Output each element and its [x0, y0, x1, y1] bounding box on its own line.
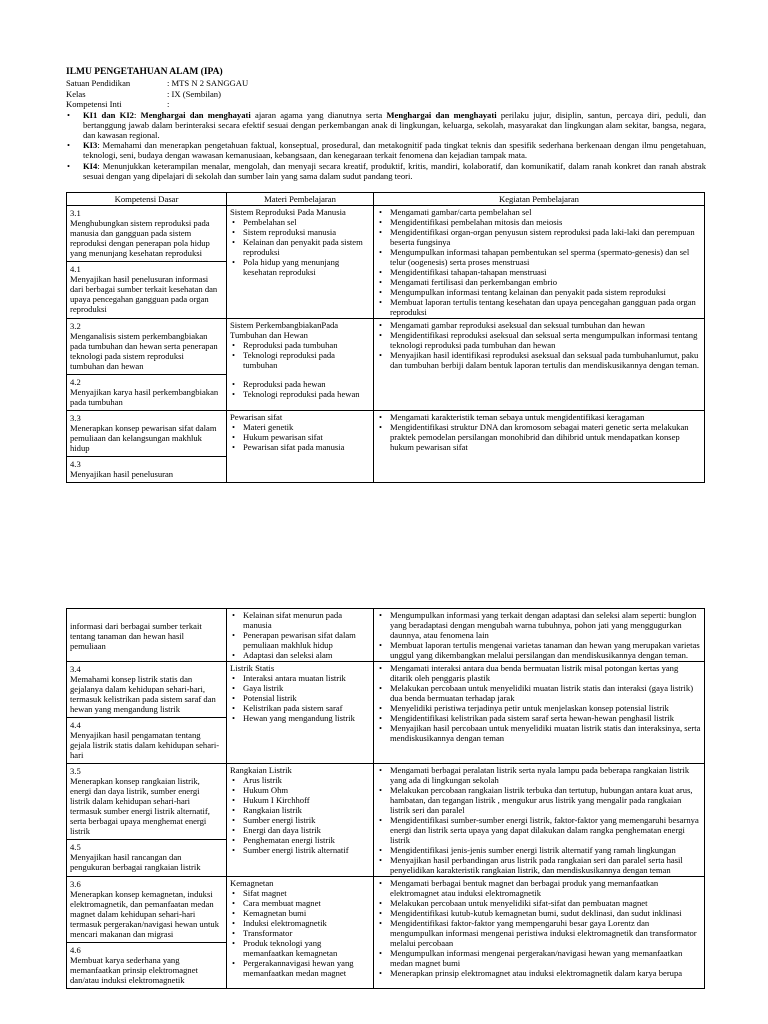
list-item: • Pola hidup yang menunjang kesehatan reproduksi [230, 257, 370, 277]
list-item: • Melakukan percobaan untuk menyelidiki muatan listrik statis dan interaksi (gaya listrik) dua benda bermuatan terhadap jarak [377, 683, 701, 703]
list-item: • Kelainan sifat menurun pada manusia [230, 610, 370, 630]
materi-cell [227, 877, 374, 989]
materi-title: Rangkaian Listrik [230, 765, 292, 775]
bullet-list [230, 775, 370, 855]
list-item: • Mengidentifikasi reproduksi aseksual dan seksual serta mengumpulkan informasi tentang teknologi reproduksi pada tumbuhan dan hewan [377, 330, 701, 350]
list-item: • Mengidentifikasi jenis-jenis sumber energi listrik alternatif yang ramah lingkungan [377, 845, 701, 855]
kd-cell [67, 319, 227, 411]
kegiatan-cell [374, 764, 705, 877]
list-item: • Pembelahan sel [230, 217, 370, 227]
header-materi: Materi Pembelajaran [227, 193, 374, 206]
kd-number: 4.3 [70, 459, 81, 469]
list-item: • Mengamati fertilisasi dan perkembangan embrio [377, 277, 701, 287]
bullet-list [377, 765, 701, 875]
bullet-list [377, 610, 701, 660]
kd-number: 3.1 [70, 208, 81, 218]
list-item: • Sumber energi listrik [230, 815, 370, 825]
list-item: • Mengamati berbagai bentuk magnet dan berbagai produk yang memanfaatkan elektromagnet atau induksi elektromagnetik [377, 878, 701, 898]
kd-number: 3.5 [70, 766, 81, 776]
bullet-list [230, 379, 370, 399]
list-item: • Menyajikan hasil identifikasi reproduksi aseksual dan seksual pada tumbuhanlumut, paku dan tumbuhan berbiji dalam bentuk laporan tertulis dan mendiskusikannya dengan teman. [377, 350, 701, 370]
materi-cell [227, 411, 374, 483]
kd-item [67, 411, 226, 456]
list-item: • Menyajikan hasil perbandingan arus listrik pada rangkaian seri dan paralel serta hasil penyelidikan karakteristik rangkaian listrik, dan mendiskusikannya dengan teman [377, 855, 701, 875]
bullet-list [230, 422, 370, 452]
kd-text: Menerapkan konsep rangkaian listrik, energi dan daya listrik, sumber energi listrik dalam kehidupan sehari-hari termasuk sumber energi listrik alternatif, serta berbagai upaya menghemat energi listrik [70, 776, 210, 836]
header-kegiatan: Kegiatan Pembelajaran [374, 193, 705, 206]
ki-item-1-2: • KI1 dan KI2: Menghargai dan menghayati ajaran agama yang dianutnya serta Menghargai dan menghayati perilaku jujur, disiplin, santun, percaya diri, peduli, dan bertanggung jawab dalam berinteraksi secara efektif sesuai dengan perkembangan anak di lingkungan, keluarga, sekolah, masyarakat dan lingkungan alam sekitar, bangsa, negara, dan kawasan regional. [66, 110, 706, 140]
curriculum-table-2 [66, 608, 705, 989]
kd-item [67, 456, 226, 482]
kd-number: 3.4 [70, 664, 81, 674]
list-item: • Melakukan percobaan rangkaian listrik terbuka dan tertutup, hubungan antara kuat arus, hambatan, dan tegangan listrik , mengukur arus listrik yang mengalir pada rangkaian listrik seri dan paralel [377, 785, 701, 815]
list-item: • Mengidentifikasi sumber-sumber energi listrik, faktor-faktor yang memengaruhi besarnya energi dan listrik serta upaya yang dapat dilakukan dalam rangka penghematan energi listrik [377, 815, 701, 845]
table-header-row [67, 193, 705, 206]
list-item: • Produk teknologi yang memanfaatkan kemagnetan [230, 938, 370, 958]
list-item: • Materi genetik [230, 422, 370, 432]
kd-text: Menghubungkan sistem reproduksi pada manusia dan gangguan pada sistem reproduksi dengan penerapan pola hidup yang menunjang kesehatan reproduksi [70, 218, 210, 258]
info-value: : [167, 99, 170, 109]
list-item: • Reproduksi pada hewan [230, 379, 370, 389]
kd-item [67, 839, 226, 875]
list-item: • Interaksi antara muatan listrik [230, 673, 370, 683]
kd-number: 3.2 [70, 321, 81, 331]
ki-list [66, 110, 706, 181]
kd-item [67, 877, 226, 942]
kegiatan-cell [374, 319, 705, 411]
kd-item [67, 374, 226, 410]
list-item: • Hewan yang mengandung listrik [230, 713, 370, 723]
materi-cell [227, 662, 374, 764]
bullet-list [377, 320, 701, 370]
bullet-list [230, 217, 370, 277]
info-value: : MTS N 2 SANGGAU [167, 78, 249, 88]
info-label: Kelas [66, 88, 86, 99]
kegiatan-cell [374, 609, 705, 662]
materi-title: Pewarisan sifat [230, 412, 283, 422]
list-item: • Mengidentifikasi kelistrikan pada sistem saraf serta hewan-hewan penghasil listrik [377, 713, 701, 723]
list-item: • Sumber energi listrik alternatif [230, 845, 370, 855]
kd-item [67, 206, 226, 261]
table-row [67, 206, 705, 319]
kd-text: Menyajikan hasil rancangan dan pengukuran berbagai rangkaian listrik [70, 852, 201, 872]
list-item: • Transformator [230, 928, 370, 938]
list-item: • Teknologi reproduksi pada hewan [230, 389, 370, 399]
list-item: • Arus listrik [230, 775, 370, 785]
bullet-list [230, 888, 370, 978]
kd-text: Menyajikan hasil pengamatan tentang gejala listrik statis dalam kehidupan sehari-hari [70, 730, 220, 760]
kd-text: Menganalisis sistem perkembangbiakan pada tumbuhan dan hewan serta penerapan teknologi pada sistem reproduksi tumbuhan dan hewan [70, 331, 218, 371]
list-item: • Melakukan percobaan untuk menyelidiki sifat-sifat dan pembuatan magnet [377, 898, 701, 908]
kd-text: informasi dari berbagai sumber terkait tentang tanaman dan hewan hasil pemuliaan [70, 621, 202, 651]
list-item: • Hukum Ohm [230, 785, 370, 795]
list-item: • Adaptasi dan seleksi alam [230, 650, 370, 660]
list-item: • Mengidentifikasi organ-organ penyusun sistem reproduksi pada laki-laki dan perempuan beserta fungsinya [377, 227, 701, 247]
kd-text: Memahami konsep listrik statis dan gejalanya dalam kehidupan sehari-hari, termasuk kelistrikan pada sistem saraf dan hewan yang mengandung listrik [70, 674, 216, 714]
materi-title: Sistem PerkembangbiakanPada Tumbuhan dan Hewan [230, 320, 339, 340]
document-title: ILMU PENGETAHUAN ALAM (IPA) [66, 67, 223, 77]
list-item: • Penerapan pewarisan sifat dalam pemuliaan makhluk hidup [230, 630, 370, 650]
kd-cell [67, 609, 227, 662]
kd-number: 4.2 [70, 377, 81, 387]
kd-item [67, 662, 226, 717]
list-item: • Mengidentifikasi pembelahan mitosis dan meiosis [377, 217, 701, 227]
kd-item [67, 942, 226, 988]
kd-number: 3.6 [70, 879, 81, 889]
kd-number: 4.5 [70, 842, 81, 852]
materi-title: Listrik Statis [230, 663, 275, 673]
materi-title: Sistem Reproduksi Pada Manusia [230, 207, 346, 217]
header-kompetensi-dasar: Kompetensi Dasar [67, 193, 227, 206]
table-row [67, 319, 705, 411]
table-row [67, 662, 705, 764]
list-item: • Energi dan daya listrik [230, 825, 370, 835]
kegiatan-cell [374, 662, 705, 764]
bullet-list [230, 673, 370, 723]
bullet-list [377, 412, 701, 452]
kd-text: Menyajikan hasil penelusuran informasi dari berbagai sumber terkait kesehatan dan upaya pencegahan gangguan pada organ reproduksi [70, 274, 218, 314]
list-item: • Mengamati gambar/carta pembelahan sel [377, 207, 701, 217]
kd-text: Menyajikan hasil penelusuran [70, 469, 174, 479]
list-item: • Mengumpulkan informasi yang terkait dengan adaptasi dan seleksi alam seperti: bunglon yang beradaptasi dengan mengubah warna tubuhnya, pohon jati yang menggugurkan daunnya, atau fenomena lain [377, 610, 701, 640]
table-row [67, 411, 705, 483]
list-item: • Pewarisan sifat pada manusia [230, 442, 370, 452]
kd-text: Menyajikan karya hasil perkembangbiakan pada tumbuhan [70, 387, 219, 407]
info-row-ki [66, 99, 706, 110]
kegiatan-cell [374, 206, 705, 319]
materi-cell [227, 609, 374, 662]
spacer [230, 370, 370, 379]
list-item: • Mengidentifikasi faktor-faktor yang mempengaruhi besar gaya Lorentz dan mengumpulkan informasi mengenai peristiwa induksi elektromagnetik dan transformator melalui percobaan [377, 918, 701, 948]
list-item: • Menerapkan prinsip elektromagnet atau induksi elektromagnetik dalam karya berupa [377, 968, 701, 978]
info-row-satuan [66, 78, 706, 89]
list-item: • Mengamati gambar reproduksi aseksual dan seksual tumbuhan dan hewan [377, 320, 701, 330]
ki-item-4: • KI4: Menunjukkan keterampilan menalar, mengolah, dan menyaji secara kreatif, produktif, kritis, mandiri, kolaboratif, dan komunikatif, dalam ranah konkret dan ranah abstrak sesuai dengan yang dipelajari di sekolah dan sumber lain yang sama dalam sudut pandang teori. [66, 161, 706, 181]
bullet-list [377, 207, 701, 317]
kd-item [67, 764, 226, 839]
kd-cell [67, 662, 227, 764]
kd-item [67, 609, 226, 654]
list-item: • Potensial listrik [230, 693, 370, 703]
list-item: • Hukum pewarisan sifat [230, 432, 370, 442]
kegiatan-cell [374, 877, 705, 989]
kd-item [67, 261, 226, 317]
list-item: • Membuat laporan tertulis mengenai varietas tanaman dan hewan yang merupakan varietas unggul yang dikembangkan melalui persilangan dan mendiskusikannya dengan teman. [377, 640, 701, 660]
bullet-list [230, 340, 370, 370]
list-item: • Kelistrikan pada sistem saraf [230, 703, 370, 713]
table-row [67, 764, 705, 877]
list-item: • Mengumpulkan informasi tahapan pembentukan sel sperma (spermato-genesis) dan sel telur (oogenesis) serta proses menstruasi [377, 247, 701, 267]
list-item: • Mengumpulkan informasi mengenai pergerakan/navigasi hewan yang memanfaatkan medan magnet bumi [377, 948, 701, 968]
list-item: • Reproduksi pada tumbuhan [230, 340, 370, 350]
info-label: Kompetensi Inti [66, 99, 122, 109]
list-item: • Kemagnetan bumi [230, 908, 370, 918]
kd-text: Membuat karya sederhana yang memanfaatkan prinsip elektromagnet dan/atau induksi elektromagnetik [70, 955, 198, 985]
materi-cell [227, 206, 374, 319]
bullet-list [230, 610, 370, 660]
list-item: • Mengidentifikasi struktur DNA dan kromosom sebagai materi genetic serta melakukan praktek pemodelan persilangan monohibrid dan dihibrid untuk mendapatkan konsep hukum pewarisan sifat [377, 422, 701, 452]
list-item: • Rangkaian listrik [230, 805, 370, 815]
list-item: • Mengumpulkan informasi tentang kelainan dan penyakit pada sistem reproduksi [377, 287, 701, 297]
kd-cell [67, 764, 227, 877]
kd-text: Menerapkan konsep kemagnetan, induksi elektromagnetik, dan pemanfaatan medan magnet dalam kehidupan sehari-hari termasuk pergerakan/navigasi hewan untuk mencari makanan dan migrasi [70, 889, 219, 939]
curriculum-table-1 [66, 192, 705, 483]
info-row-kelas [66, 89, 706, 100]
list-item: • Hukum I Kirchhoff [230, 795, 370, 805]
info-value: : IX (Sembilan) [167, 88, 221, 99]
list-item: • Membuat laporan tertulis tentang kesehatan dan upaya pencegahan gangguan pada organ reproduksi [377, 297, 701, 317]
list-item: • Gaya listrik [230, 683, 370, 693]
kd-text: Menerapkan konsep pewarisan sifat dalam pemuliaan dan kelangsungan makhluk hidup [70, 423, 217, 453]
info-label: Satuan Pendidikan [66, 78, 131, 88]
kegiatan-cell [374, 411, 705, 483]
table-row [67, 877, 705, 989]
list-item: • Mengamati interaksi antara dua benda bermuatan listrik misal potongan kertas yang ditarik oleh penggaris plastik [377, 663, 701, 683]
kd-cell [67, 206, 227, 319]
bullet-list [377, 878, 701, 978]
list-item: • Cara membuat magnet [230, 898, 370, 908]
kd-item [67, 717, 226, 763]
list-item: • Induksi elektromagnetik [230, 918, 370, 928]
materi-cell [227, 319, 374, 411]
materi-title: Kemagnetan [230, 878, 274, 888]
ki-item-3: • KI3: Memahami dan menerapkan pengetahuan faktual, konseptual, prosedural, dan metakognitif pada tingkat teknis dan spesifik sederhana berkenaan dengan ilmu pengetahuan, teknologi, seni, budaya dengan wawasan kemanusiaan, kebangsaan, dan kenegaraan terkait fenomena dan kejadian tampak mata. [66, 140, 706, 160]
kd-number: 4.4 [70, 720, 81, 730]
list-item: • Mengidentifikasi tahapan-tahapan menstruasi [377, 267, 701, 277]
list-item: • Kelainan dan penyakit pada sistem reproduksi [230, 237, 370, 257]
bullet-list [377, 663, 701, 743]
list-item: • Mengamati berbagai peralatan listrik serta nyala lampu pada beberapa rangkaian listrik yang ada di lingkungan sekolah [377, 765, 701, 785]
list-item: • Menyelidiki peristiwa terjadinya petir untuk menjelaskan konsep potensial listrik [377, 703, 701, 713]
kd-cell [67, 877, 227, 989]
kd-number: 4.6 [70, 945, 81, 955]
kd-number: 4.1 [70, 264, 81, 274]
list-item: • Menyajikan hasil percobaan untuk menyelidiki muatan listrik statis dan interaksinya, serta mendiskusikannya dengan teman [377, 723, 701, 743]
list-item: • Penghematan energi listrik [230, 835, 370, 845]
kd-number: 3.3 [70, 413, 81, 423]
materi-cell [227, 764, 374, 877]
list-item: • Pergerakannavigasi hewan yang memanfaatkan medan magnet [230, 958, 370, 978]
kd-item [67, 319, 226, 374]
list-item: • Sistem reproduksi manusia [230, 227, 370, 237]
document-header [66, 66, 706, 181]
kd-cell [67, 411, 227, 483]
table-row [67, 609, 705, 662]
list-item: • Mengamati karakteristik teman sebaya untuk mengidentifikasi keragaman [377, 412, 701, 422]
list-item: • Teknologi reproduksi pada tumbuhan [230, 350, 370, 370]
list-item: • Mengidentifikasi kutub-kutub kemagnetan bumi, sudut deklinasi, dan sudut inklinasi [377, 908, 701, 918]
list-item: • Sifat magnet [230, 888, 370, 898]
